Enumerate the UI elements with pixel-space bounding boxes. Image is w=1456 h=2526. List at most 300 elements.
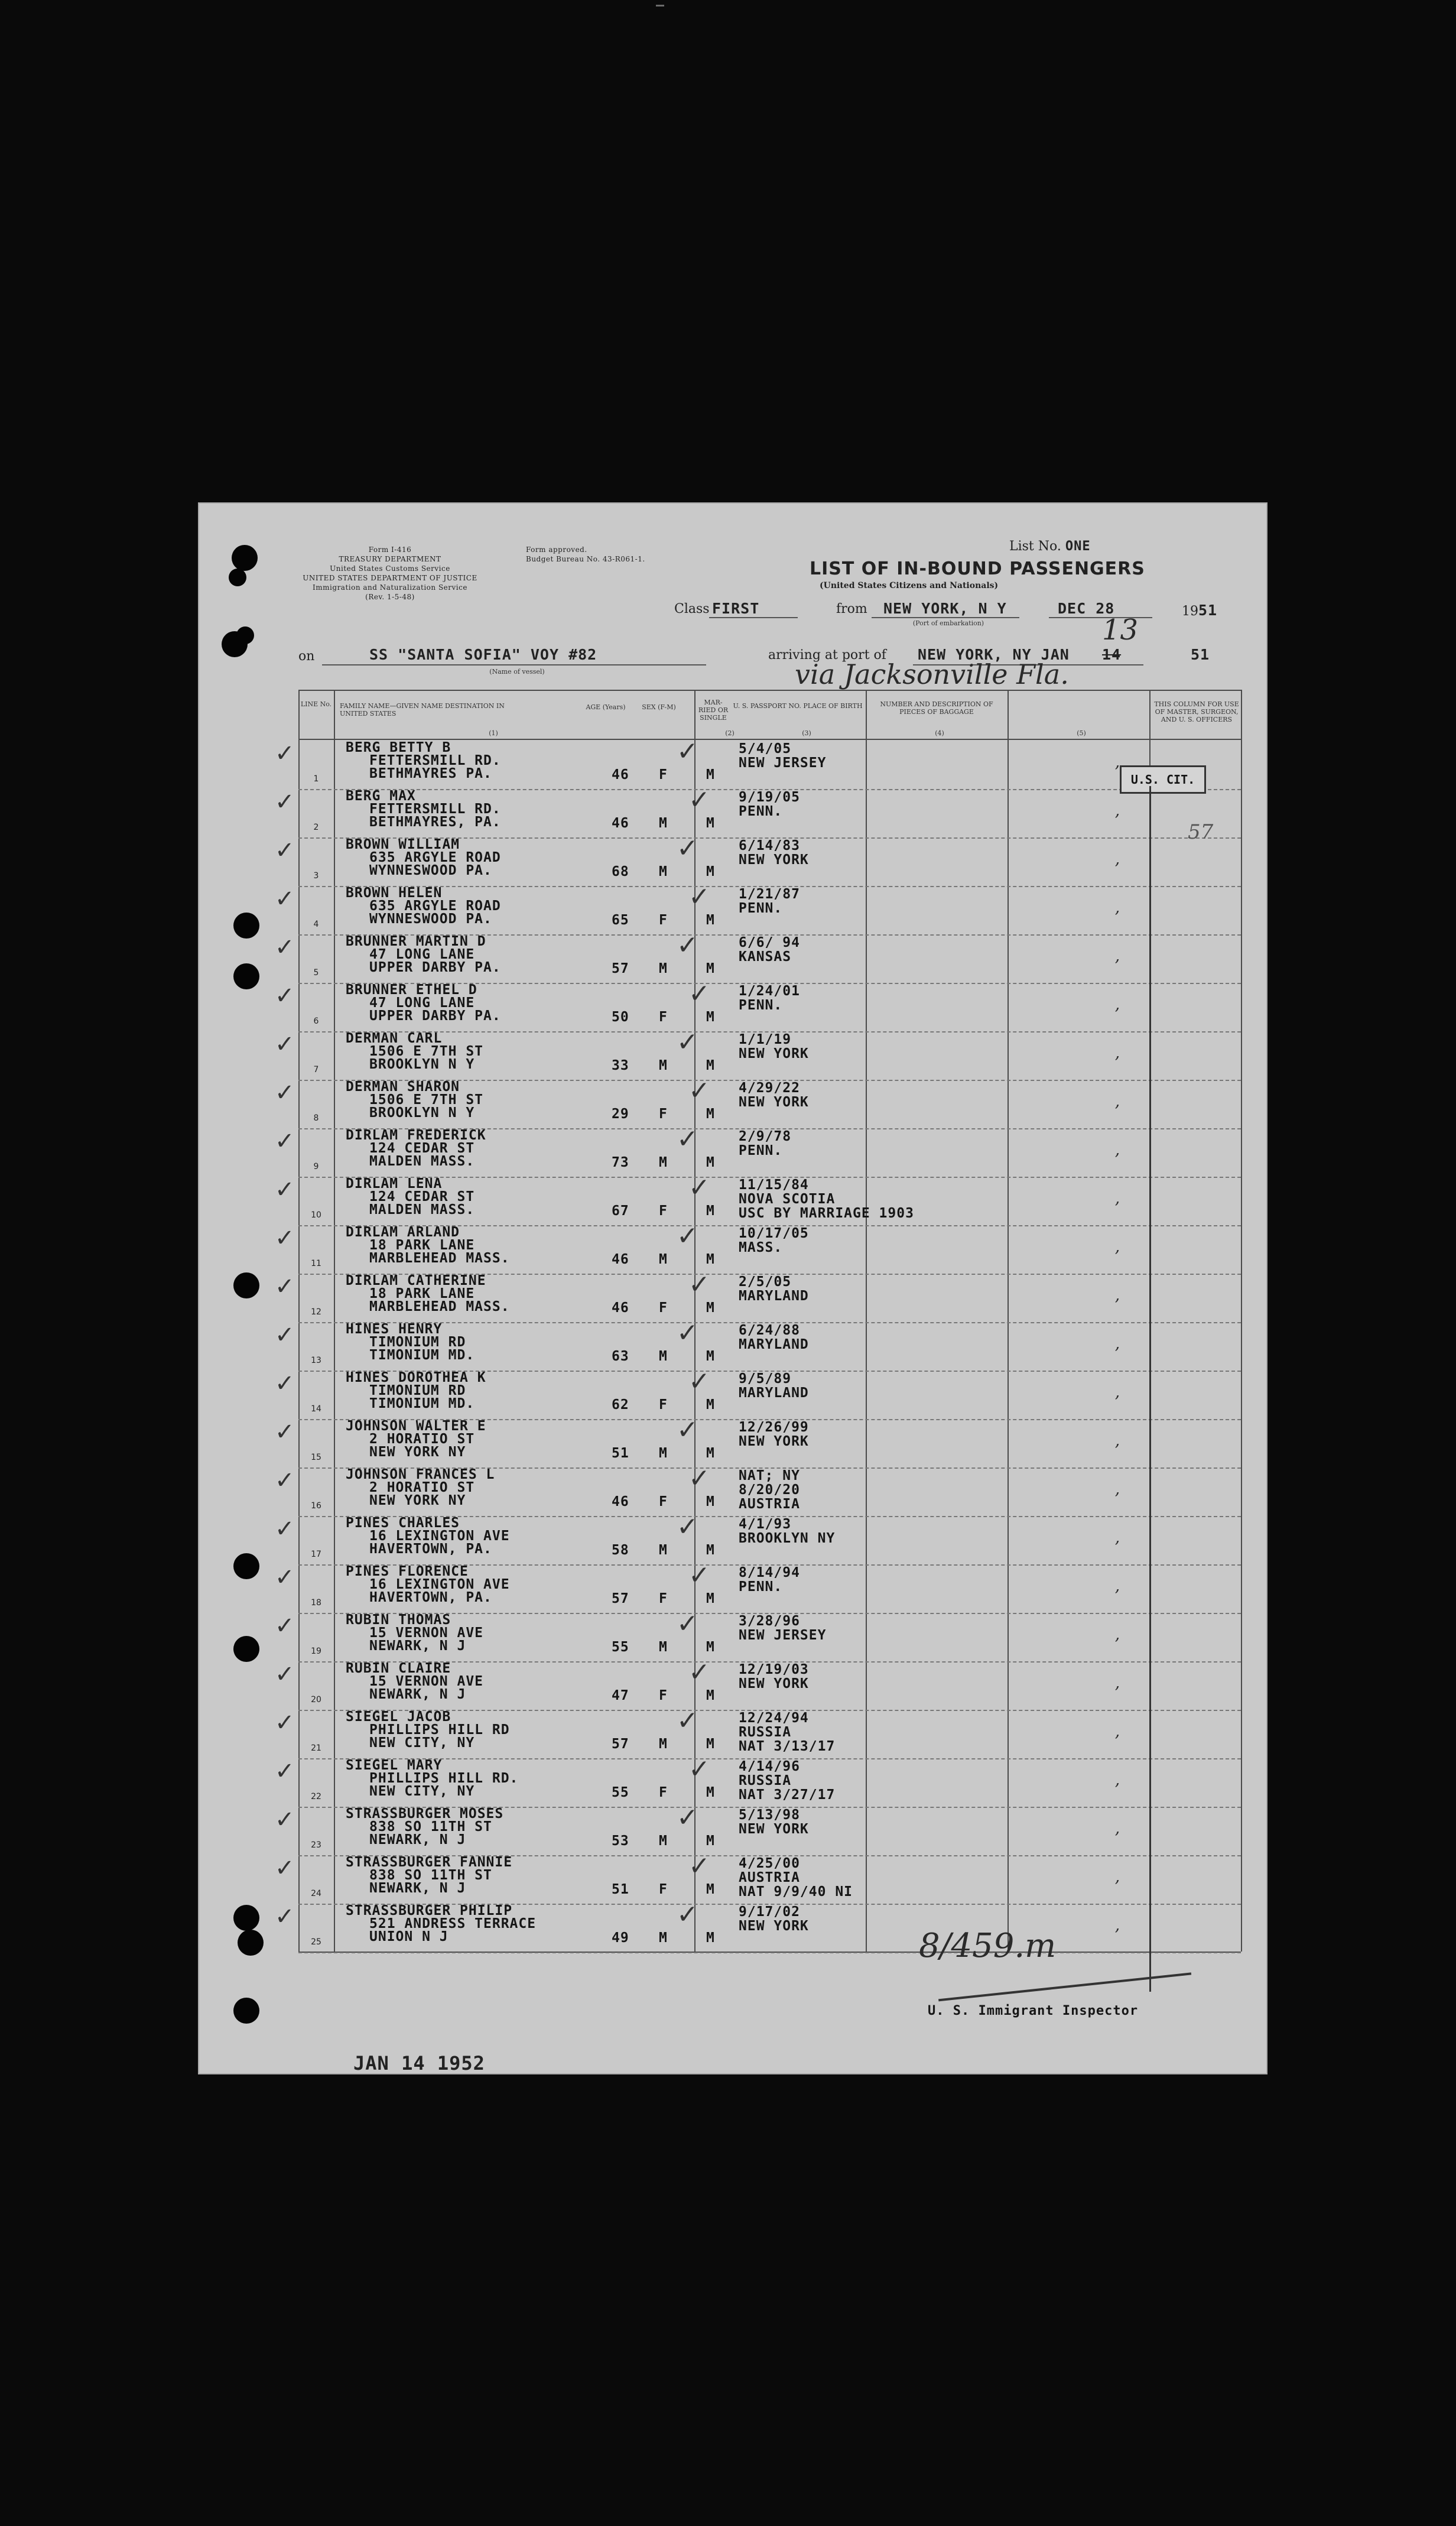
passenger-age: 57 xyxy=(612,1736,629,1752)
line-number: 13 xyxy=(311,1356,321,1365)
passport-line-1: 3/28/96 xyxy=(739,1613,800,1629)
passport-line-2: NOVA SCOTIA xyxy=(739,1191,836,1207)
passport-line-2: RUSSIA xyxy=(739,1725,792,1740)
passport-line-1: 12/24/94 xyxy=(739,1710,809,1726)
check-mark-icon: ✓ xyxy=(677,1124,698,1154)
passenger-age: 63 xyxy=(612,1349,629,1364)
officer-tick-icon: ʼ xyxy=(1114,1635,1119,1654)
passenger-city: MALDEN MASS. xyxy=(369,1154,475,1169)
passenger-name: PINES FLORENCE xyxy=(346,1564,469,1579)
margin-check-icon: ✓ xyxy=(275,788,295,816)
form-approved: Form approved. xyxy=(526,546,587,554)
table-row xyxy=(275,1657,1241,1711)
passenger-sex: M xyxy=(659,1930,668,1946)
col-baggage: NUMBER AND DESCRIPTION OF PIECES OF BAGGAGE xyxy=(880,700,993,716)
passenger-name: BERG BETTY B xyxy=(346,740,451,755)
check-mark-icon: ✓ xyxy=(688,1657,710,1687)
passenger-city: NEW CITY, NY xyxy=(369,1735,475,1751)
passenger-name: BRUNNER MARTIN D xyxy=(346,934,486,949)
officer-tick-icon: ʼ xyxy=(1114,1683,1119,1703)
passport-line-3: AUSTRIA xyxy=(739,1496,800,1512)
passenger-marital: M xyxy=(706,1591,715,1606)
punch-hole xyxy=(233,1998,259,2024)
passenger-age: 33 xyxy=(612,1058,629,1073)
officer-tick-icon: ʼ xyxy=(1114,1829,1119,1848)
check-mark-icon: ✓ xyxy=(677,930,698,960)
passenger-city: UPPER DARBY PA. xyxy=(369,1008,501,1024)
passenger-marital: M xyxy=(706,1203,715,1219)
line-number: 9 xyxy=(313,1162,319,1171)
passport-line-1: 2/5/05 xyxy=(739,1274,792,1290)
arrival-day-handwritten: 13 xyxy=(1102,613,1139,647)
passenger-city: NEW CITY, NY xyxy=(369,1784,475,1799)
table-row xyxy=(275,1851,1241,1905)
line-number: 25 xyxy=(311,1937,321,1947)
table-row xyxy=(275,1415,1241,1469)
passenger-city: NEWARK, N J xyxy=(369,1832,466,1848)
check-mark-icon: ✓ xyxy=(677,1803,698,1833)
passenger-city: MALDEN MASS. xyxy=(369,1202,475,1217)
margin-check-icon: ✓ xyxy=(275,1467,295,1494)
list-number-label: List No. xyxy=(1009,539,1061,554)
line-number: 1 xyxy=(313,774,319,784)
passenger-street: FETTERSMILL RD. xyxy=(369,801,501,817)
col-married: MAR-RIED OR SINGLE xyxy=(698,699,729,722)
passenger-name: JOHNSON WALTER E xyxy=(346,1418,486,1434)
passenger-street: 521 ANDRESS TERRACE xyxy=(369,1916,537,1931)
passenger-marital: M xyxy=(706,1349,715,1364)
passenger-city: NEWARK, N J xyxy=(369,1881,466,1896)
form-justice: UNITED STATES DEPARTMENT OF JUSTICE xyxy=(303,574,477,582)
passport-line-3: USC BY MARRIAGE 1903 xyxy=(739,1206,914,1221)
passenger-marital: M xyxy=(706,1397,715,1413)
passport-line-2: MARYLAND xyxy=(739,1337,809,1352)
punch-hole xyxy=(233,1553,259,1579)
passenger-age: 46 xyxy=(612,816,629,831)
passenger-city: HAVERTOWN, PA. xyxy=(369,1590,492,1605)
passenger-sex: M xyxy=(659,1446,668,1461)
passport-line-1: 12/26/99 xyxy=(739,1420,809,1435)
col-name: FAMILY NAME—GIVEN NAME DESTINATION IN UNITED STATES xyxy=(340,702,505,717)
passenger-marital: M xyxy=(706,1155,715,1170)
passport-line-1: 9/19/05 xyxy=(739,790,800,805)
punch-hole xyxy=(233,963,259,989)
passenger-street: 838 SO 11TH ST xyxy=(369,1819,492,1835)
punch-hole xyxy=(233,1636,259,1662)
passport-line-1: NAT; NY xyxy=(739,1468,800,1483)
punch-hole xyxy=(238,1930,264,1956)
form-dept: TREASURY DEPARTMENT xyxy=(339,555,441,563)
passenger-marital: M xyxy=(706,1736,715,1752)
margin-check-icon: ✓ xyxy=(275,837,295,864)
passenger-city: BETHMAYRES PA. xyxy=(369,766,492,781)
passport-line-3: NAT 3/13/17 xyxy=(739,1739,836,1754)
table-row xyxy=(275,1803,1241,1856)
passenger-marital: M xyxy=(706,816,715,831)
passenger-name: BROWN WILLIAM xyxy=(346,837,460,852)
passenger-name: STRASSBURGER PHILIP xyxy=(346,1903,513,1918)
passenger-age: 68 xyxy=(612,864,629,879)
passenger-street: 2 HORATIO ST xyxy=(369,1480,475,1495)
passport-line-1: 6/24/88 xyxy=(739,1323,800,1338)
passport-line-2: 8/20/20 xyxy=(739,1482,800,1498)
passenger-sex: F xyxy=(659,1882,668,1897)
passenger-age: 57 xyxy=(612,1591,629,1606)
margin-check-icon: ✓ xyxy=(275,1273,295,1300)
passenger-city: NEW YORK NY xyxy=(369,1493,466,1508)
line-number: 14 xyxy=(311,1404,321,1414)
passenger-sex: M xyxy=(659,1155,668,1170)
table-row xyxy=(275,736,1241,790)
check-mark-icon: ✓ xyxy=(688,1173,710,1203)
table-row xyxy=(275,1609,1241,1663)
line-number: 21 xyxy=(311,1743,321,1753)
line-number: 23 xyxy=(311,1840,321,1850)
passport-line-1: 8/14/94 xyxy=(739,1565,800,1580)
line-number: 5 xyxy=(313,968,319,978)
margin-check-icon: ✓ xyxy=(275,1128,295,1155)
passenger-sex: F xyxy=(659,1009,668,1025)
passenger-name: SIEGEL JACOB xyxy=(346,1709,451,1725)
officer-tick-icon: ʼ xyxy=(1114,1053,1119,1073)
officer-tick-icon: ʼ xyxy=(1114,859,1119,879)
passport-line-2: NEW YORK xyxy=(739,1918,809,1934)
passenger-street: 47 LONG LANE xyxy=(369,947,475,962)
check-mark-icon: ✓ xyxy=(677,833,698,863)
passenger-name: STRASSBURGER FANNIE xyxy=(346,1855,513,1870)
line-number: 22 xyxy=(311,1792,321,1801)
check-mark-icon: ✓ xyxy=(688,1754,710,1784)
margin-check-icon: ✓ xyxy=(275,1225,295,1252)
passenger-marital: M xyxy=(706,1058,715,1073)
passport-line-2: PENN. xyxy=(739,998,783,1013)
officer-tick-icon: ʼ xyxy=(1114,1877,1119,1897)
passenger-city: WYNNESWOOD PA. xyxy=(369,911,492,927)
passport-line-1: 6/6/ 94 xyxy=(739,935,800,950)
passenger-street: 18 PARK LANE xyxy=(369,1238,475,1253)
passenger-sex: F xyxy=(659,1106,668,1122)
line-number: 8 xyxy=(313,1113,319,1123)
passenger-city: NEWARK, N J xyxy=(369,1687,466,1702)
list-number xyxy=(1009,539,1091,554)
passenger-street: 1506 E 7TH ST xyxy=(369,1044,484,1059)
form-approval-block xyxy=(526,545,703,564)
passenger-street: TIMONIUM RD xyxy=(369,1383,466,1398)
form-number: Form I-416 xyxy=(368,546,412,554)
passport-line-1: 10/17/05 xyxy=(739,1226,809,1241)
passenger-manifest-page: Form I-416 TREASURY DEPARTMENT United States Customs Service UNITED STATES DEPARTMENT OF JUSTICE Immigration and Naturalization Service (Rev. 1-5-48) Form approved. Budget Bureau No. 43-R061-1. List No. ONE LIST OF IN-BOUND PASSENGERS (United States Citizens and Nationals) Class FIRST from NEW YORK, N Y (Port of embarkation) DEC 28 1951 on SS "SANTA SOFIA" VOY #82 (Name of vessel) arriving at port of NEW YORK, NY JAN 14 13 51 via Jacksonville Fla. LINE No. FAMILY NAME—GIVEN NAME DESTINATION IN UNITED STATES AGE (Years) SEX (F-M) MAR-RIED OR SINGLE U. S. PASSPORT NO. PLACE OF BIRTH NUMBER AND DESCRIPTION OF PIECES OF BAGGAGE THIS COLUMN FOR USE OF MASTER, SURGEON, AND U. S. OFFICERS (1) (2) (3) (4) (5) 1 BERG BETTY B FETTERSMILL RD. BETHMAYRES PA. 46 F M 5/4/05 NEW JERSEY ✓ ✓ ʼ 2 BERG MAX FETTERSMILL RD. BETHMAYRES, PA. 46 M M 9/19/05 PENN. ✓ ✓ ʼ 3 BROWN WILLIAM 635 ARGYLE ROAD WYNNESWOOD PA. 68 M M 6/14/83 NEW YORK ✓ ✓ ʼ 4 BROWN HELEN 635 ARGYLE ROAD WYNNESWOOD PA. 65 F M 1/21/87 PENN. ✓ ✓ ʼ 5 BRUNNER MARTIN D 47 LONG LANE UPPER DARBY PA. 57 M M 6/6/ 94 KANSAS ✓ ✓ ʼ 6 BRUNNER ETHEL D 47 LONG LANE UPPER DARBY PA. 50 F M 1/24/01 PENN. ✓ ✓ ʼ 7 DERMAN CARL 1506 E 7TH ST BROOKLYN N Y 33 M M 1/1/19 NEW YORK ✓ ✓ ʼ 8 DERMAN SHARON 1506 E 7TH ST BROOKLYN N Y 29 F M 4/29/22 NEW YORK ✓ ✓ ʼ 9 DIRLAM FREDERICK 124 CEDAR ST MALDEN MASS. 73 M M 2/9/78 PENN. ✓ ✓ ʼ 10 DIRLAM LENA 124 CEDAR ST MALDEN MASS. 67 F M 11/15/84 NOVA SCOTIA USC BY MARRIAGE 1903 ✓ ✓ ʼ 11 DIRLAM ARLAND 18 PARK LANE MARBLEHEAD MASS. 46 M M 10/17/05 MASS. ✓ ✓ ʼ 12 DIRLAM CATHERINE 18 PARK LANE MARBLEHEAD MASS. 46 F M 2/5/05 MARYLAND ✓ ✓ ʼ 13 HINES HENRY TIMONIUM RD TIMONIUM MD. 63 M M 6/24/88 MARYLAND ✓ ✓ ʼ 14 HINES DOROTHEA K TIMONIUM RD TIMONIUM MD. 62 F M 9/5/89 MARYLAND ✓ ✓ ʼ 15 JOHNSON WALTER E 2 HORATIO ST NEW YORK NY 51 M M 12/26/99 NEW YORK ✓ ✓ ʼ 16 JOHNSON FRANCES L 2 HORATIO ST NEW YORK NY 46 F M NAT; NY 8/20/20 AUSTRIA ✓ ✓ ʼ 17 PINES CHARLES 16 LEXINGTON AVE HAVERTOWN, PA. 58 M M 4/1/93 BROOKLYN NY ✓ ✓ ʼ 18 PINES FLORENCE 16 LEXINGTON AVE HAVERTOWN, PA. 57 F M 8/14/94 PENN. ✓ ✓ ʼ 19 RUBIN THOMAS 15 VERNON AVE NEWARK, N J 55 M M 3/28/96 NEW JERSEY ✓ ✓ ʼ 20 RUBIN CLAIRE 15 VERNON AVE NEWARK, N J 47 F M 12/19/03 NEW YORK ✓ ✓ ʼ 21 SIEGEL JACOB PHILLIPS HILL RD NEW CITY, NY 57 M M 12/24/94 RUSSIA NAT 3/13/17 ✓ ✓ ʼ 22 SIEGEL MARY PHILLIPS HILL RD. NEW CITY, NY 55 F M 4/14/96 RUSSIA NAT 3/27/17 ✓ ✓ ʼ 23 STRASSBURGER MOSES 838 SO 11TH ST NEWARK, N J 53 M M 5/13/98 NEW YORK ✓ ✓ ʼ 24 STRASSBURGER FANNIE 838 SO 11TH ST NEWARK, N J 51 F M 4/25/00 AUSTRIA NAT 9/9/40 NI ✓ ✓ ʼ 25 STRASSBURGER PHILIP 521 ANDRESS TERRACE UNION N J 49 M M 9/17/02 NEW YORK ✓ ✓ ʼ U.S. CIT. 57 8/459.m U. S. Immigrant Inspector xyxy=(198,502,1268,2074)
passenger-age: 50 xyxy=(612,1009,629,1025)
passenger-marital: M xyxy=(706,767,715,783)
passport-line-1: 5/4/05 xyxy=(739,741,792,756)
passenger-marital: M xyxy=(706,913,715,928)
officer-tick-icon: ʼ xyxy=(1114,956,1119,976)
passenger-name: DERMAN SHARON xyxy=(346,1079,460,1095)
passenger-name: DIRLAM ARLAND xyxy=(346,1225,460,1240)
passenger-name: STRASSBURGER MOSES xyxy=(346,1806,504,1822)
check-mark-icon: ✓ xyxy=(677,1318,698,1348)
passenger-city: UNION N J xyxy=(369,1929,448,1944)
line-number: 3 xyxy=(313,871,319,881)
vessel-name: SS "SANTA SOFIA" VOY #82 xyxy=(369,646,597,663)
check-mark-icon: ✓ xyxy=(688,1851,710,1881)
passport-line-1: 1/24/01 xyxy=(739,983,800,999)
line-number: 24 xyxy=(311,1889,321,1898)
passport-line-2: NEW JERSEY xyxy=(739,1628,827,1643)
passport-line-2: MASS. xyxy=(739,1240,783,1255)
table-row xyxy=(275,1512,1241,1566)
punch-hole xyxy=(232,545,258,571)
check-mark-icon: ✓ xyxy=(677,1221,698,1251)
table-row xyxy=(275,1560,1241,1614)
passenger-age: 58 xyxy=(612,1543,629,1558)
col-age: AGE (Years) xyxy=(586,703,626,711)
passport-line-1: 1/1/19 xyxy=(739,1032,792,1047)
officer-tick-line xyxy=(1149,786,1151,1992)
margin-check-icon: ✓ xyxy=(275,1709,295,1736)
passport-line-2: MARYLAND xyxy=(739,1288,809,1304)
table-row xyxy=(275,930,1241,984)
table-row xyxy=(275,1027,1241,1081)
check-mark-icon: ✓ xyxy=(688,882,710,912)
passport-line-2: NEW JERSEY xyxy=(739,755,827,771)
check-mark-icon: ✓ xyxy=(677,1900,698,1930)
passenger-street: 124 CEDAR ST xyxy=(369,1189,475,1204)
passenger-age: 29 xyxy=(612,1106,629,1122)
passenger-name: DIRLAM FREDERICK xyxy=(346,1128,486,1143)
officer-tick-icon: ʼ xyxy=(1114,1926,1119,1945)
line-number: 7 xyxy=(313,1065,319,1074)
passport-line-2: NEW YORK xyxy=(739,1046,809,1061)
passenger-sex: F xyxy=(659,913,668,928)
passport-line-2: MARYLAND xyxy=(739,1385,809,1401)
passenger-street: 124 CEDAR ST xyxy=(369,1141,475,1156)
passenger-marital: M xyxy=(706,1543,715,1558)
check-mark-icon: ✓ xyxy=(688,785,710,815)
margin-check-icon: ✓ xyxy=(275,1370,295,1397)
list-number-value: ONE xyxy=(1065,539,1091,554)
line-number: 17 xyxy=(311,1550,321,1559)
passenger-age: 62 xyxy=(612,1397,629,1413)
passenger-street: 16 LEXINGTON AVE xyxy=(369,1577,510,1592)
passport-line-2: PENN. xyxy=(739,901,783,916)
passenger-street: 47 LONG LANE xyxy=(369,995,475,1011)
check-mark-icon: ✓ xyxy=(688,979,710,1009)
passenger-age: 46 xyxy=(612,1252,629,1267)
officer-tick-icon: ʼ xyxy=(1114,1005,1119,1024)
margin-check-icon: ✓ xyxy=(275,1612,295,1639)
passenger-city: TIMONIUM MD. xyxy=(369,1348,475,1363)
passenger-sex: F xyxy=(659,1591,668,1606)
officer-tick-icon: ʼ xyxy=(1114,1538,1119,1557)
passenger-name: BROWN HELEN xyxy=(346,885,443,901)
passport-line-1: 1/21/87 xyxy=(739,887,800,902)
check-mark-icon: ✓ xyxy=(677,736,698,767)
passenger-street: PHILLIPS HILL RD xyxy=(369,1722,510,1738)
passenger-age: 55 xyxy=(612,1785,629,1800)
col-sex: SEX (F-M) xyxy=(642,703,676,711)
passenger-sex: M xyxy=(659,864,668,879)
officer-tick-icon: ʼ xyxy=(1114,811,1119,830)
passenger-marital: M xyxy=(706,1882,715,1897)
margin-check-icon: ✓ xyxy=(275,885,295,913)
margin-check-icon: ✓ xyxy=(275,1515,295,1543)
check-mark-icon: ✓ xyxy=(677,1415,698,1445)
officer-tick-icon: ʼ xyxy=(1114,762,1119,782)
passenger-city: HAVERTOWN, PA. xyxy=(369,1541,492,1557)
margin-check-icon: ✓ xyxy=(275,1903,295,1930)
margin-check-icon: ✓ xyxy=(275,1806,295,1833)
margin-check-icon: ✓ xyxy=(275,1322,295,1349)
passenger-sex: M xyxy=(659,1833,668,1849)
arrival-port: NEW YORK, NY JAN xyxy=(918,646,1070,663)
officer-tick-icon: ʼ xyxy=(1114,1296,1119,1315)
form-customs: United States Customs Service xyxy=(330,564,450,573)
passenger-name: PINES CHARLES xyxy=(346,1515,460,1531)
passenger-marital: M xyxy=(706,1639,715,1655)
passenger-name: DIRLAM LENA xyxy=(346,1176,443,1191)
check-mark-icon: ✓ xyxy=(677,1706,698,1736)
table-row xyxy=(275,833,1241,887)
passenger-marital: M xyxy=(706,1785,715,1800)
passport-line-1: 4/29/22 xyxy=(739,1080,800,1096)
margin-check-icon: ✓ xyxy=(275,1176,295,1203)
passenger-sex: F xyxy=(659,767,668,783)
class-label: Class xyxy=(674,602,710,616)
passenger-age: 55 xyxy=(612,1639,629,1655)
margin-check-icon: ✓ xyxy=(275,1031,295,1058)
passenger-street: 635 ARGYLE ROAD xyxy=(369,898,501,914)
punch-hole xyxy=(236,626,254,644)
check-mark-icon: ✓ xyxy=(688,1076,710,1106)
passenger-city: BROOKLYN N Y xyxy=(369,1057,475,1072)
margin-check-icon: ✓ xyxy=(275,1079,295,1106)
passenger-sex: M xyxy=(659,816,668,831)
passenger-age: 46 xyxy=(612,1494,629,1509)
check-mark-icon: ✓ xyxy=(677,1027,698,1057)
passenger-marital: M xyxy=(706,1833,715,1849)
margin-check-icon: ✓ xyxy=(275,934,295,961)
passenger-marital: M xyxy=(706,1106,715,1122)
passport-line-2: NEW YORK xyxy=(739,1822,809,1837)
passenger-age: 73 xyxy=(612,1155,629,1170)
passenger-city: MARBLEHEAD MASS. xyxy=(369,1251,510,1266)
passenger-sex: F xyxy=(659,1785,668,1800)
margin-check-icon: ✓ xyxy=(275,1758,295,1785)
margin-check-icon: ✓ xyxy=(275,1564,295,1591)
table-row xyxy=(275,1706,1241,1759)
margin-check-icon: ✓ xyxy=(275,740,295,767)
table-row xyxy=(275,1366,1241,1420)
class-value: FIRST xyxy=(712,600,760,617)
line-number: 2 xyxy=(313,823,319,832)
line-number: 6 xyxy=(313,1017,319,1026)
punch-hole xyxy=(229,569,246,586)
passenger-city: TIMONIUM MD. xyxy=(369,1396,475,1411)
line-number: 11 xyxy=(311,1259,321,1268)
check-mark-icon: ✓ xyxy=(677,1609,698,1639)
passport-line-2: KANSAS xyxy=(739,949,792,965)
passenger-sex: F xyxy=(659,1300,668,1316)
scan-edge-mark xyxy=(656,5,664,11)
table-row xyxy=(275,1221,1241,1275)
form-ins: Immigration and Naturalization Service xyxy=(313,583,467,592)
passenger-name: HINES HENRY xyxy=(346,1322,443,1337)
arrival-day-struck: 14 xyxy=(1102,646,1122,663)
passport-line-2: RUSSIA xyxy=(739,1773,792,1788)
passenger-city: MARBLEHEAD MASS. xyxy=(369,1299,510,1314)
passenger-street: 15 VERNON AVE xyxy=(369,1625,484,1641)
officer-tick-icon: ʼ xyxy=(1114,1732,1119,1751)
passport-line-2: NEW YORK xyxy=(739,1434,809,1449)
table-row xyxy=(275,1124,1241,1178)
passenger-city: WYNNESWOOD PA. xyxy=(369,863,492,878)
form-rev: (Rev. 1-5-48) xyxy=(365,593,415,601)
table-row xyxy=(275,785,1241,839)
passport-line-1: 9/5/89 xyxy=(739,1371,792,1387)
margin-check-icon: ✓ xyxy=(275,1661,295,1688)
passport-line-2: PENN. xyxy=(739,1143,783,1158)
col-line: LINE No. xyxy=(300,700,332,708)
passenger-name: SIEGEL MARY xyxy=(346,1758,443,1773)
margin-check-icon: ✓ xyxy=(275,1855,295,1882)
passenger-age: 67 xyxy=(612,1203,629,1219)
vessel-caption: (Name of vessel) xyxy=(489,668,545,676)
table-row xyxy=(275,1173,1241,1226)
passenger-marital: M xyxy=(706,1446,715,1461)
table-row xyxy=(275,979,1241,1033)
passenger-marital: M xyxy=(706,1688,715,1703)
check-mark-icon: ✓ xyxy=(688,1366,710,1397)
passenger-street: 635 ARGYLE ROAD xyxy=(369,850,501,865)
punch-hole xyxy=(233,913,259,939)
passenger-name: JOHNSON FRANCES L xyxy=(346,1467,495,1482)
passport-line-3: NAT 9/9/40 NI xyxy=(739,1884,853,1900)
passenger-age: 51 xyxy=(612,1446,629,1461)
line-number: 10 xyxy=(311,1210,321,1220)
passenger-name: HINES DOROTHEA K xyxy=(346,1370,486,1385)
passenger-city: BROOKLYN N Y xyxy=(369,1105,475,1121)
passenger-name: BERG MAX xyxy=(346,788,416,804)
table-row xyxy=(275,1270,1241,1323)
passenger-sex: M xyxy=(659,1252,668,1267)
passenger-marital: M xyxy=(706,1009,715,1025)
passport-line-2: BROOKLYN NY xyxy=(739,1531,836,1546)
passenger-marital: M xyxy=(706,1930,715,1946)
passport-line-2: AUSTRIA xyxy=(739,1870,800,1885)
check-mark-icon: ✓ xyxy=(688,1560,710,1590)
passenger-sex: M xyxy=(659,1543,668,1558)
officer-tick-icon: ʼ xyxy=(1114,1247,1119,1267)
page-subtitle: (United States Citizens and Nationals) xyxy=(820,581,999,590)
line-number: 18 xyxy=(311,1598,321,1608)
passenger-age: 46 xyxy=(612,1300,629,1316)
from-label: from xyxy=(836,602,867,616)
embark-year: 1951 xyxy=(1182,602,1218,619)
passport-line-1: 4/1/93 xyxy=(739,1517,792,1532)
passenger-age: 57 xyxy=(612,961,629,976)
passport-line-1: 4/25/00 xyxy=(739,1856,800,1871)
officer-tick-icon: ʼ xyxy=(1114,1344,1119,1363)
passenger-city: BETHMAYRES, PA. xyxy=(369,814,501,830)
arrival-year: 51 xyxy=(1191,646,1210,663)
passenger-street: TIMONIUM RD xyxy=(369,1335,466,1350)
table-row xyxy=(275,1754,1241,1808)
passenger-sex: M xyxy=(659,1639,668,1655)
on-label: on xyxy=(298,649,315,664)
inspector-title: U. S. Immigrant Inspector xyxy=(928,2004,1139,2018)
table-row xyxy=(275,1900,1241,1953)
